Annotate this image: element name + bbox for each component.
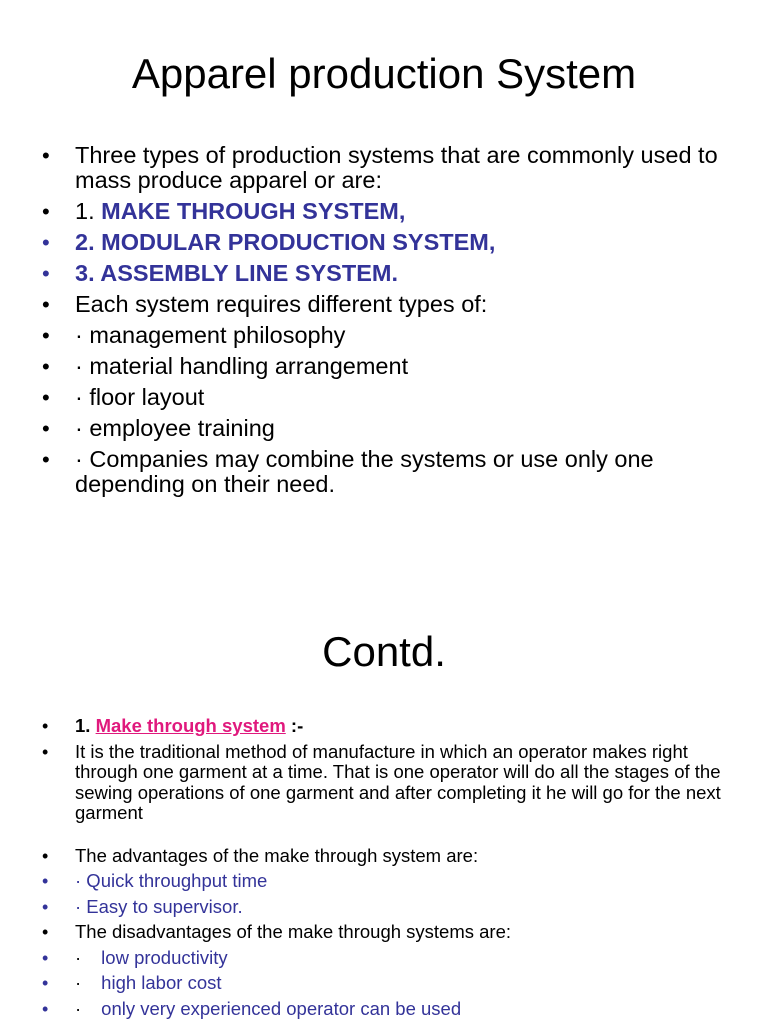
list-item xyxy=(42,292,732,317)
bullet-icon: • xyxy=(42,292,50,317)
bullet-icon: • xyxy=(42,922,49,942)
bullet-icon: • xyxy=(42,998,49,1019)
bullet-list xyxy=(42,716,732,1024)
bullet-icon: • xyxy=(42,845,49,866)
list-item xyxy=(42,742,732,824)
list-item xyxy=(42,999,732,1020)
list-item xyxy=(42,230,732,255)
system-name: 3. ASSEMBLY LINE SYSTEM. xyxy=(75,260,398,286)
section-number: 1. xyxy=(75,715,96,736)
bullet-text: · employee training xyxy=(75,415,275,441)
advantage-item: · Easy to supervisor. xyxy=(75,895,243,917)
list-item xyxy=(42,897,732,918)
list-item xyxy=(42,447,732,497)
list-item xyxy=(42,199,732,224)
description-text: It is the traditional method of manufacture in which an operator makes right through one garment at a time. That is one operator will do all the stages of the sewing operations of one garment and after completing it he will go for the next garment xyxy=(75,740,721,823)
bullet-text: Each system requires different types of: xyxy=(75,291,488,317)
bullet-icon: • xyxy=(42,947,49,968)
list-item xyxy=(42,416,732,441)
slide-title: Apparel production System xyxy=(131,50,637,97)
item-marker: · xyxy=(75,972,82,993)
bullet-icon: • xyxy=(42,973,49,993)
bullet-icon: • xyxy=(42,716,49,736)
list-item xyxy=(42,261,732,286)
bullet-icon: • xyxy=(42,199,50,224)
disadvantage-item: only very experienced operator can be used xyxy=(101,997,462,1019)
bullet-list xyxy=(42,143,732,503)
advantage-item: · Quick throughput time xyxy=(75,870,268,891)
disadvantages-intro: The disadvantages of the make through systems are: xyxy=(75,921,512,942)
list-item xyxy=(42,846,732,867)
disadvantage-item: low productivity xyxy=(101,946,228,968)
bullet-icon: • xyxy=(42,230,50,255)
advantages-intro: The advantages of the make through system are: xyxy=(75,844,479,866)
disadvantage-item: high labor cost xyxy=(101,972,222,993)
bullet-text: · material handling arrangement xyxy=(75,353,409,379)
list-item xyxy=(42,143,732,193)
item-marker: · xyxy=(75,946,82,968)
list-item xyxy=(42,323,732,348)
bullet-text: · floor layout xyxy=(75,384,205,410)
bullet-icon: • xyxy=(42,323,50,348)
bullet-icon: • xyxy=(42,871,49,891)
item-marker: · xyxy=(75,997,82,1019)
bullet-icon: • xyxy=(42,741,49,762)
make-through-system-link[interactable]: Make through system xyxy=(95,715,286,736)
list-item xyxy=(42,385,732,410)
bullet-icon: • xyxy=(42,143,50,168)
bullet-text: · Companies may combine the systems or use only one depending on their need. xyxy=(75,446,654,497)
bullet-text: Three types of production systems that are commonly used to mass produce apparel or are: xyxy=(75,142,718,193)
list-item xyxy=(42,948,732,969)
slide-title: Contd. xyxy=(322,628,446,675)
bullet-icon: • xyxy=(42,354,50,379)
bullet-icon: • xyxy=(42,385,50,410)
bullet-icon: • xyxy=(42,896,49,917)
bullet-icon: • xyxy=(42,416,50,441)
list-item xyxy=(42,922,732,943)
bullet-text: · management philosophy xyxy=(75,322,346,348)
system-name: 2. MODULAR PRODUCTION SYSTEM, xyxy=(75,229,496,255)
bullet-number: 1. xyxy=(75,198,102,224)
list-item xyxy=(42,716,732,737)
bullet-icon: • xyxy=(42,261,50,286)
list-item xyxy=(42,871,732,892)
system-name: MAKE THROUGH SYSTEM, xyxy=(101,198,406,224)
list-item xyxy=(42,354,732,379)
list-item xyxy=(42,973,732,994)
section-suffix: :- xyxy=(285,715,304,736)
bullet-icon: • xyxy=(42,447,50,472)
